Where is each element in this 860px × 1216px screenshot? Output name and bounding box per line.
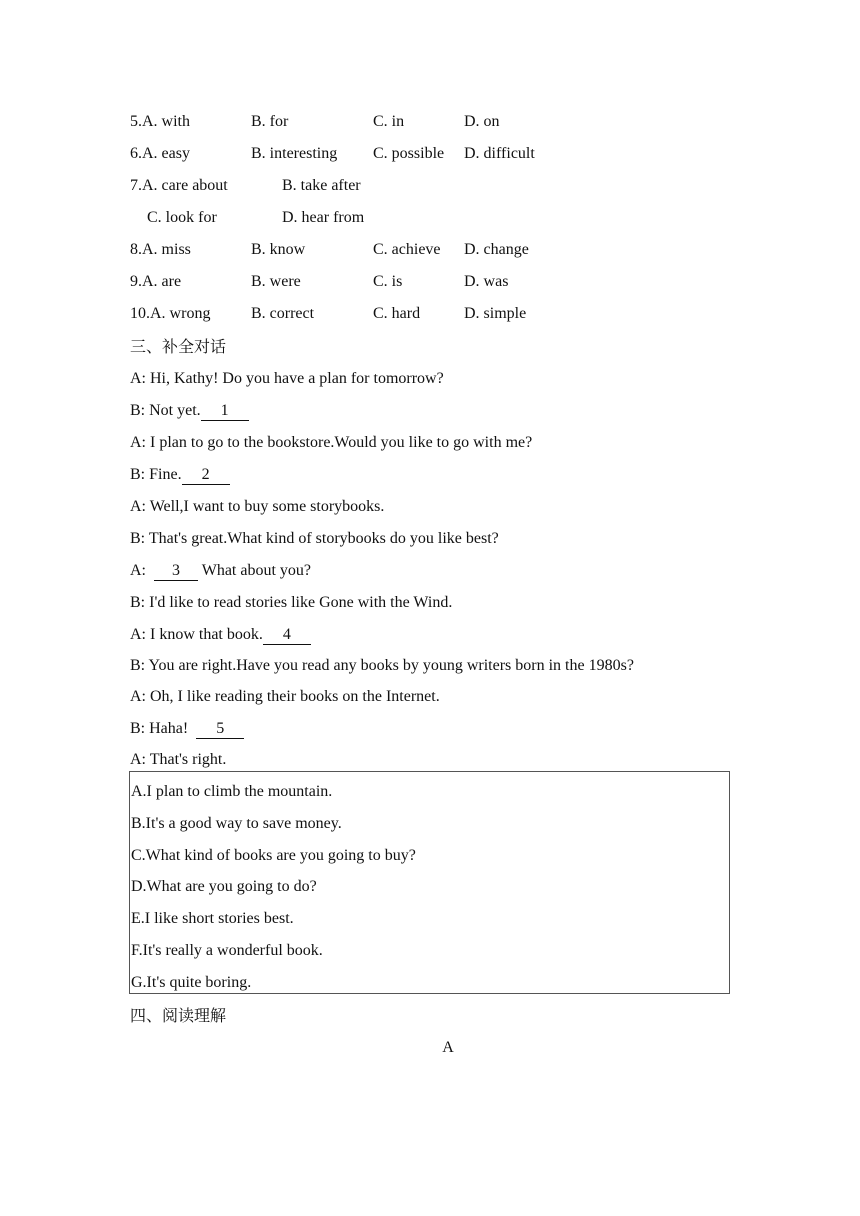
- option-item: C.What kind of books are you going to buy?: [131, 847, 416, 864]
- dialogue-text: B: You are right.Have you read any books by young writers born in the 1980s?: [130, 657, 634, 674]
- dialogue-text: A: I know that book.: [130, 626, 263, 643]
- dialogue-text: B: I'd like to read stories like Gone with the Wind.: [130, 594, 453, 611]
- options-box: [129, 771, 730, 994]
- option-c: C. in: [373, 113, 405, 130]
- option-b: B. were: [251, 273, 301, 290]
- dialogue-line: [130, 592, 452, 614]
- section-4-heading: 四、阅读理解: [130, 1006, 227, 1025]
- dialogue-line: [130, 560, 311, 582]
- answer-blank-3[interactable]: 3: [154, 562, 198, 581]
- option-a: 5.A. with: [130, 113, 190, 130]
- option-item: B.It's a good way to save money.: [131, 815, 342, 832]
- answer-blank-4[interactable]: 4: [263, 626, 311, 645]
- option-a: 10.A. wrong: [130, 305, 211, 322]
- dialogue-line: [130, 624, 311, 646]
- dialogue-line: [130, 528, 499, 550]
- section-3-heading: 三、补全对话: [130, 337, 227, 356]
- option-d: D. simple: [464, 305, 527, 322]
- option-d: D. hear from: [282, 209, 365, 226]
- dialogue-line: [130, 496, 384, 518]
- dialogue-text: A: Well,I want to buy some storybooks.: [130, 498, 385, 515]
- option-d: D. change: [464, 241, 529, 258]
- dialogue-line: [130, 749, 226, 771]
- dialogue-text-after: What about you?: [198, 562, 312, 579]
- option-a: 6.A. easy: [130, 145, 190, 162]
- option-c: C. possible: [373, 145, 445, 162]
- option-c: C. look for: [147, 209, 217, 226]
- option-b: B. for: [251, 113, 289, 130]
- option-item: E.I like short stories best.: [131, 910, 294, 927]
- dialogue-text: B: Not yet.: [130, 402, 201, 419]
- option-item: G.It's quite boring.: [131, 974, 252, 991]
- option-b: B. take after: [282, 177, 361, 194]
- option-b: B. correct: [251, 305, 315, 322]
- dialogue-text: A: That's right.: [130, 751, 227, 768]
- dialogue-line: [130, 368, 444, 390]
- dialogue-text: A: Hi, Kathy! Do you have a plan for tomorrow?: [130, 370, 444, 387]
- option-d: D. was: [464, 273, 509, 290]
- option-c: C. achieve: [373, 241, 441, 258]
- passage-label: A: [442, 1039, 454, 1056]
- option-d: D. on: [464, 113, 500, 130]
- option-item: D.What are you going to do?: [131, 878, 317, 895]
- option-item: F.It's really a wonderful book.: [131, 942, 323, 959]
- dialogue-text: A: Oh, I like reading their books on the Internet.: [130, 688, 440, 705]
- dialogue-line: [130, 718, 244, 740]
- option-b: B. interesting: [251, 145, 338, 162]
- dialogue-text: B: Haha!: [130, 720, 193, 737]
- dialogue-line: [130, 655, 634, 677]
- option-a: 8.A. miss: [130, 241, 191, 258]
- option-c: C. hard: [373, 305, 421, 322]
- answer-blank-5[interactable]: 5: [196, 720, 244, 739]
- dialogue-line: [130, 464, 230, 486]
- dialogue-text: A: I plan to go to the bookstore.Would you like to go with me?: [130, 434, 533, 451]
- dialogue-text: B: Fine.: [130, 466, 182, 483]
- answer-blank-1[interactable]: 1: [201, 402, 249, 421]
- answer-blank-2[interactable]: 2: [182, 466, 230, 485]
- option-d: D. difficult: [464, 145, 535, 162]
- option-a: 9.A. are: [130, 273, 182, 290]
- dialogue-line: [130, 686, 440, 708]
- option-a: 7.A. care about: [130, 177, 228, 194]
- option-c: C. is: [373, 273, 403, 290]
- dialogue-text: B: That's great.What kind of storybooks do you like best?: [130, 530, 499, 547]
- option-item: A.I plan to climb the mountain.: [131, 783, 333, 800]
- dialogue-text: A:: [130, 562, 150, 579]
- dialogue-line: [130, 432, 532, 454]
- option-b: B. know: [251, 241, 306, 258]
- dialogue-line: [130, 400, 249, 422]
